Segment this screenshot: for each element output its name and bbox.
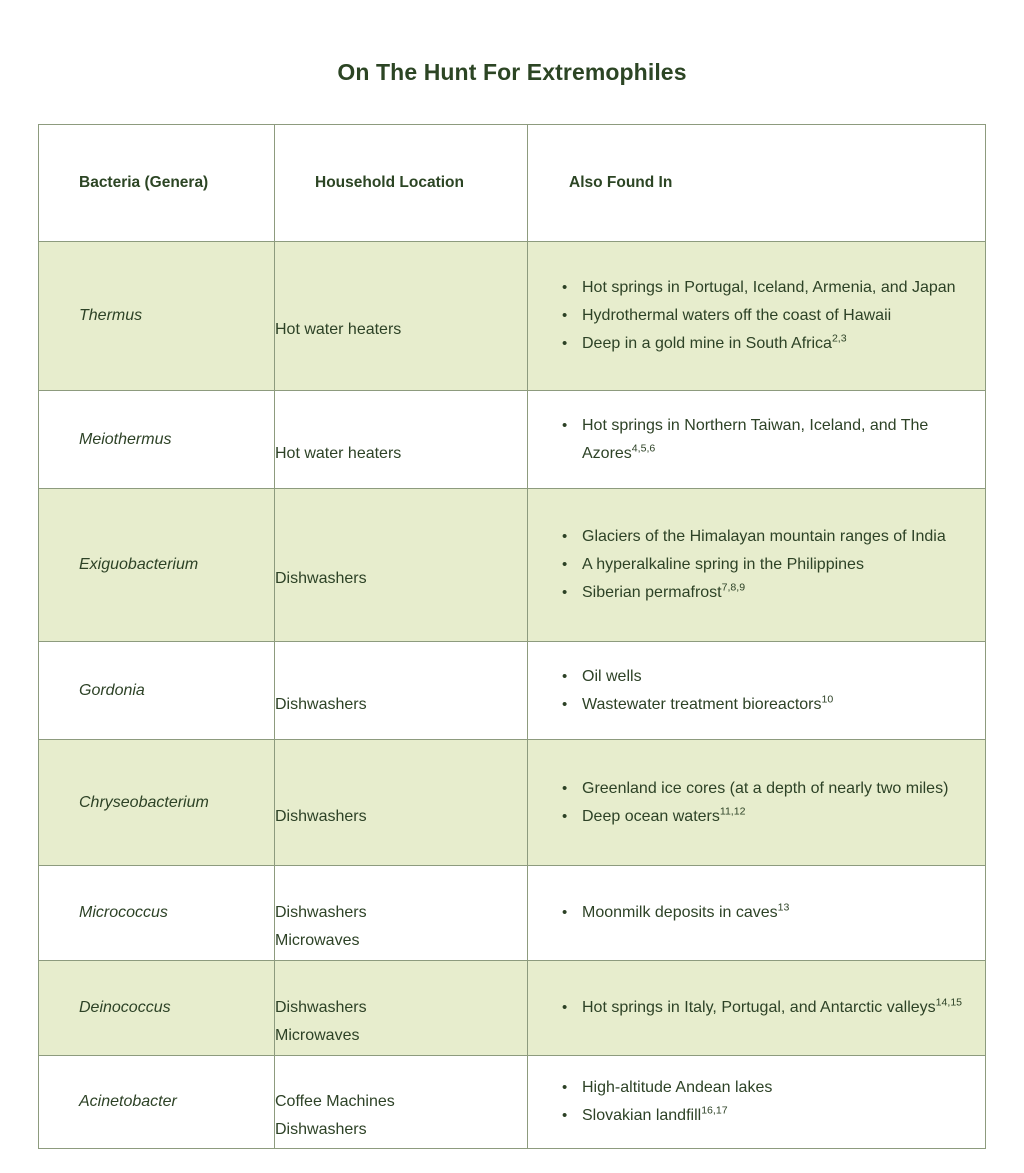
location-list: [275, 417, 527, 468]
column-header-also-found-in-label: Also Found In: [569, 174, 673, 191]
cell-household-location: [275, 489, 528, 642]
found-in-item: [558, 302, 967, 330]
found-in-list: [558, 274, 967, 358]
table-row: [39, 866, 986, 961]
found-in-item: [558, 691, 967, 719]
location-item: Microwaves: [275, 1027, 360, 1044]
location-list: [275, 668, 527, 719]
table-row: [39, 642, 986, 740]
citation-reference: 16,17: [701, 1104, 728, 1117]
genus-name: Deinococcus: [79, 999, 171, 1016]
found-in-item: [558, 663, 967, 691]
found-in-list: [558, 412, 967, 468]
found-in-text: High-altitude Andean lakes: [582, 1079, 773, 1096]
cell-household-location: [275, 242, 528, 391]
cell-also-found-in: [528, 242, 986, 391]
column-header-household-location-label: Household Location: [315, 174, 464, 191]
found-in-item: [558, 899, 967, 927]
found-in-item: [558, 1074, 967, 1102]
location-item: Dishwashers: [275, 695, 367, 713]
table-row: [39, 391, 986, 489]
found-in-text: Deep in a gold mine in South Africa: [582, 335, 832, 352]
extremophiles-table: [38, 124, 986, 1149]
cell-also-found-in: [528, 489, 986, 642]
found-in-text: Hydrothermal waters off the coast of Hawaii: [582, 307, 892, 324]
location-item: Dishwashers: [275, 570, 367, 587]
location-list: [275, 293, 527, 344]
cell-genus: [39, 740, 275, 866]
found-in-text: A hyperalkaline spring in the Philippines: [582, 556, 864, 573]
found-in-item: [558, 523, 967, 551]
found-in-item: [558, 1102, 967, 1130]
column-header-bacteria-label: Bacteria (Genera): [79, 174, 209, 191]
found-in-wrapper: [528, 1074, 985, 1130]
found-in-text: Siberian permafrost: [582, 584, 722, 601]
location-item: Coffee Machines: [275, 1093, 395, 1110]
found-in-wrapper: [528, 412, 985, 468]
table-body: [39, 242, 986, 1149]
found-in-wrapper: [528, 775, 985, 831]
genus-name: Chryseobacterium: [79, 793, 209, 811]
location-item: Dishwashers: [275, 1121, 367, 1138]
found-in-text: Glaciers of the Himalayan mountain ranges of India: [582, 528, 946, 545]
location-item: Microwaves: [275, 932, 360, 949]
found-in-wrapper: [528, 899, 985, 927]
genus-name: Meiothermus: [79, 430, 172, 448]
found-in-item: [558, 330, 967, 358]
found-in-item: [558, 803, 967, 831]
citation-reference: 10: [821, 693, 834, 706]
table-container: [38, 124, 985, 1149]
found-in-wrapper: [528, 663, 985, 719]
cell-household-location: [275, 1056, 528, 1149]
location-list: [275, 876, 527, 955]
cell-genus: [39, 1056, 275, 1149]
found-in-list: [558, 994, 967, 1022]
column-header-bacteria: [39, 125, 275, 242]
found-in-item: [558, 551, 967, 579]
cell-genus: [39, 242, 275, 391]
genus-name: Acinetobacter: [79, 1093, 177, 1110]
table-row: [39, 489, 986, 642]
cell-also-found-in: [528, 1056, 986, 1149]
found-in-text: Wastewater treatment bioreactors: [582, 695, 822, 713]
header-row: [39, 125, 986, 242]
found-in-item: [558, 274, 967, 302]
table-header: [39, 125, 986, 242]
cell-also-found-in: [528, 961, 986, 1056]
cell-genus: [39, 866, 275, 961]
column-header-household-location: [275, 125, 528, 242]
location-list: [275, 1065, 527, 1144]
location-item: Hot water heaters: [275, 321, 402, 338]
found-in-text: Hot springs in Northern Taiwan, Iceland, and The Azores: [582, 416, 929, 462]
found-in-item: [558, 994, 967, 1022]
citation-reference: 4,5,6: [631, 442, 656, 455]
found-in-list: [558, 663, 967, 719]
found-in-item: [558, 579, 967, 607]
found-in-list: [558, 775, 967, 831]
cell-household-location: [275, 961, 528, 1056]
cell-genus: [39, 391, 275, 489]
cell-household-location: [275, 391, 528, 489]
cell-also-found-in: [528, 391, 986, 489]
cell-household-location: [275, 866, 528, 961]
cell-also-found-in: [528, 866, 986, 961]
found-in-text: Hot springs in Italy, Portugal, and Antarctic valleys: [582, 999, 936, 1016]
found-in-wrapper: [528, 994, 985, 1022]
found-in-wrapper: [528, 523, 985, 607]
table-row: [39, 1056, 986, 1149]
cell-also-found-in: [528, 740, 986, 866]
location-item: Dishwashers: [275, 904, 367, 921]
found-in-text: Greenland ice cores (at a depth of nearly two miles): [582, 779, 949, 797]
location-list: [275, 971, 527, 1050]
found-in-item: [558, 412, 967, 468]
found-in-list: [558, 523, 967, 607]
column-header-also-found-in: [528, 125, 986, 242]
genus-name: Exiguobacterium: [79, 556, 199, 573]
location-list: [275, 780, 527, 831]
location-item: Hot water heaters: [275, 444, 402, 462]
cell-household-location: [275, 642, 528, 740]
found-in-text: Oil wells: [582, 667, 642, 685]
table-row: [39, 961, 986, 1056]
found-in-text: Hot springs in Portugal, Iceland, Armenia, and Japan: [582, 279, 956, 296]
citation-reference: 14,15: [935, 996, 963, 1009]
citation-reference: 2,3: [831, 332, 847, 345]
found-in-list: [558, 899, 967, 927]
location-item: Dishwashers: [275, 807, 367, 825]
found-in-item: [558, 775, 967, 803]
found-in-wrapper: [528, 274, 985, 358]
location-item: Dishwashers: [275, 999, 367, 1016]
location-list: [275, 542, 527, 593]
found-in-text: Deep ocean waters: [582, 807, 720, 825]
citation-reference: 13: [777, 901, 790, 914]
found-in-list: [558, 1074, 967, 1130]
cell-also-found-in: [528, 642, 986, 740]
cell-genus: [39, 961, 275, 1056]
found-in-text: Slovakian landfill: [582, 1107, 702, 1124]
cell-genus: [39, 642, 275, 740]
genus-name: Gordonia: [79, 681, 145, 699]
cell-genus: [39, 489, 275, 642]
found-in-text: Moonmilk deposits in caves: [582, 904, 778, 921]
genus-name: Micrococcus: [79, 904, 168, 921]
table-row: [39, 242, 986, 391]
citation-reference: 7,8,9: [721, 581, 746, 594]
cell-household-location: [275, 740, 528, 866]
page-title: On The Hunt For Extremophiles: [337, 59, 687, 86]
table-row: [39, 740, 986, 866]
genus-name: Thermus: [79, 307, 143, 324]
citation-reference: 11,12: [719, 805, 746, 818]
